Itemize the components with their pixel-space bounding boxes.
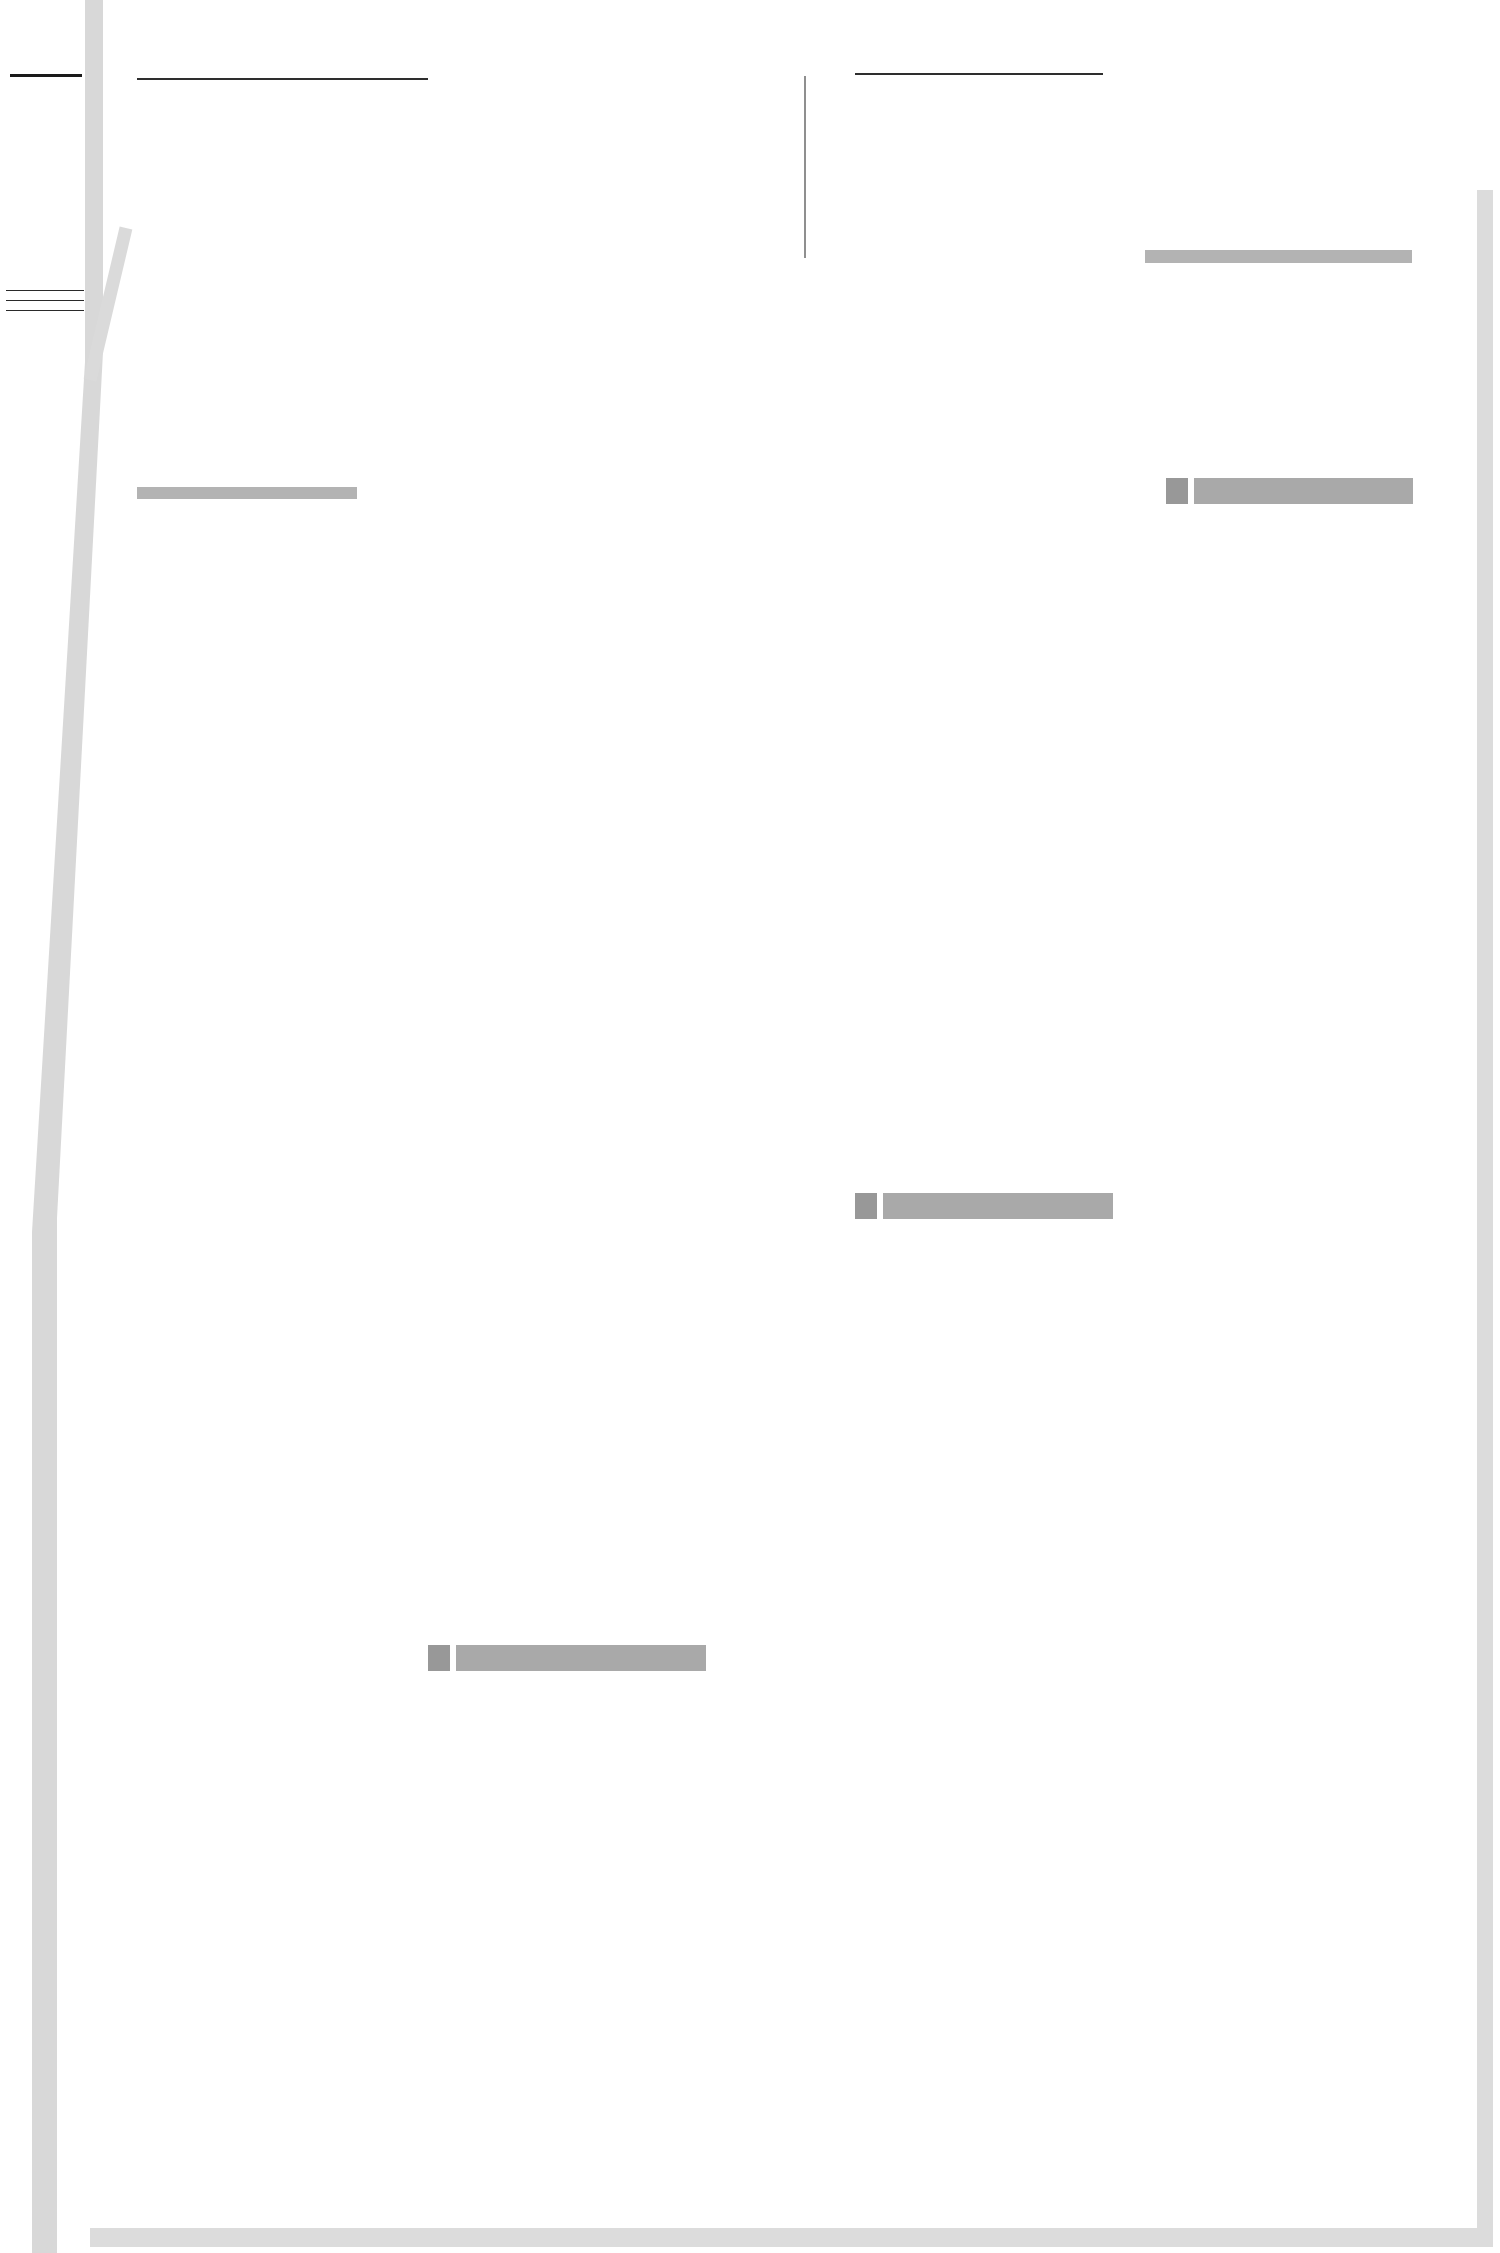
left-column-2	[430, 1118, 707, 1648]
date-year	[6, 291, 84, 300]
right-divider-bar	[1145, 250, 1412, 263]
shuofa-square-right	[1166, 478, 1188, 504]
sidebar-gray-band	[32, 0, 103, 2253]
left-column-1	[106, 545, 382, 2245]
question-mark-watermark	[620, 245, 1100, 1225]
shuofa-header-right	[1194, 478, 1413, 504]
left-divider-bar	[137, 487, 357, 499]
shuofa-square-left	[428, 1645, 450, 1671]
shuofa-header-left	[456, 1645, 706, 1671]
right-edge-strip	[1477, 190, 1493, 2247]
article-divider-line	[804, 76, 806, 258]
case-review-column	[903, 1248, 1231, 2223]
case-review-square	[855, 1193, 877, 1219]
left-byline-rule	[137, 78, 428, 80]
sidebar-rule	[10, 74, 82, 77]
edge-imprint	[8, 1568, 24, 2253]
date-day	[6, 300, 84, 311]
right-byline-rule	[855, 73, 1103, 75]
left-shuofa-section	[430, 1692, 707, 2188]
date-block	[6, 290, 84, 320]
date-weekday	[6, 311, 84, 320]
case-review-header	[883, 1193, 1113, 1219]
right-shuofa-section	[1240, 518, 1467, 2223]
